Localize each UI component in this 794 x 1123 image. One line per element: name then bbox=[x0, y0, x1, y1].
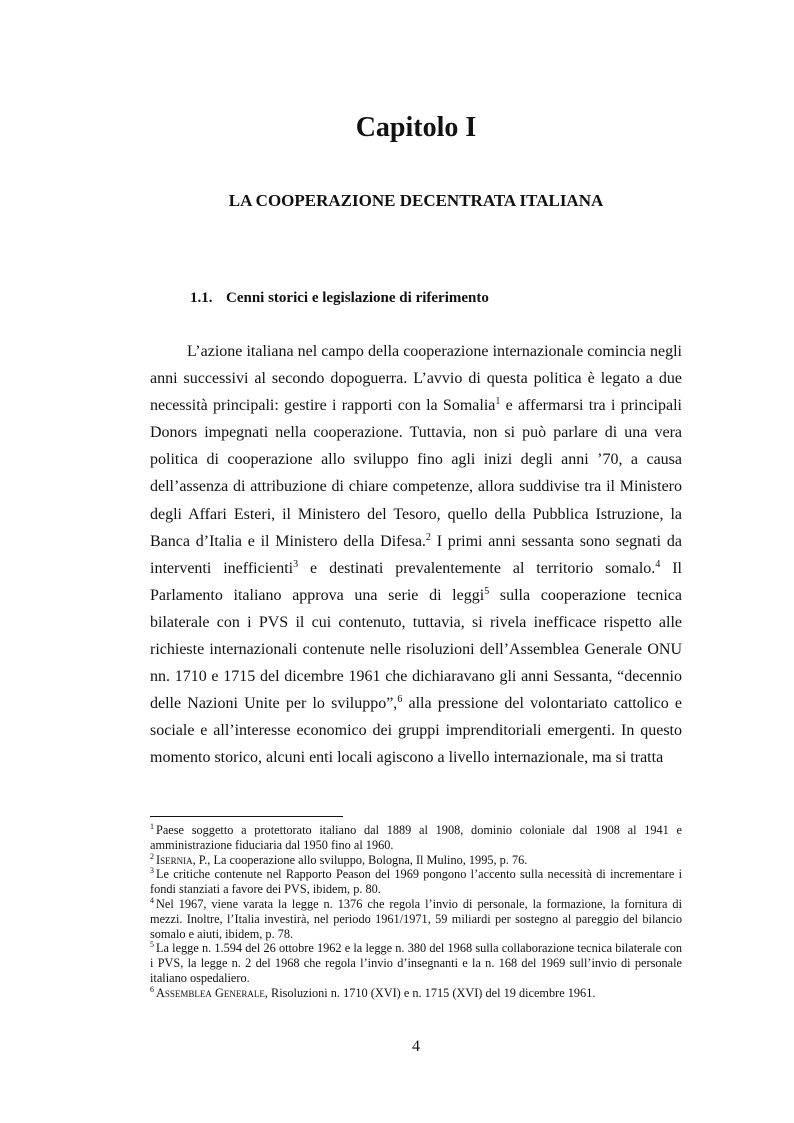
footnote-author: Assemblea Generale bbox=[156, 985, 265, 1000]
footnote-text: Nel 1967, viene varata la legge n. 1376 che regola l’invio di personale, la formazione, la fornitura di mezzi. Inoltre, l’Italia investirà, nel periodo 1961/1971, 59 miliardi per sostegno al pareggio del bilancio somalo e aiuti, ibidem, p. 78. bbox=[150, 896, 682, 941]
footnote-ref: 5 bbox=[484, 585, 490, 597]
footnote-number: 3 bbox=[150, 866, 154, 876]
paragraph-text: e affermarsi tra i principali Donors impegnati nella cooperazione. Tuttavia, non si può parlare di una vera politica di cooperazione allo sviluppo fino agli inizi degli anni ’70, a causa dell’assenza di attribuzione di chiare competenze, allora suddivise tra il Ministero degli Affari Esteri, il Ministero del Tesoro, quello della Pubblica Istruzione, la Banca d’Italia e il Ministero della Difesa. bbox=[150, 397, 682, 550]
paragraph-text: e destinati prevalentemente al territorio somalo. bbox=[298, 559, 656, 577]
footnote-separator bbox=[150, 816, 343, 817]
section-number: 1.1. bbox=[190, 290, 213, 306]
footnote-6 bbox=[150, 986, 682, 1001]
footnote-number: 6 bbox=[150, 984, 154, 994]
paragraph-text: L’azione italiana nel campo della cooperazione internazionale comincia negli anni successivi al secondo dopoguerra. L’avvio di questa politica è legato a due necessità principali: gestire i rapporti con la Somalia bbox=[150, 343, 682, 415]
footnote-author: Isernia bbox=[156, 852, 193, 867]
chapter-title: Capitolo I bbox=[355, 112, 477, 143]
footnotes-list bbox=[150, 823, 682, 1001]
paragraph-text: Il Parlamento italiano approva una serie di leggi bbox=[150, 559, 683, 604]
footnote-ref: 6 bbox=[397, 694, 403, 706]
footnote-text: Le critiche contenute nel Rapporto Peason del 1969 pongono l’accento sulla necessità di incrementare i fondi stanziati a favore dei PVS, ibidem, p. 80. bbox=[150, 867, 682, 897]
footnote-number: 5 bbox=[150, 940, 154, 950]
footnote-ref: 2 bbox=[425, 531, 431, 543]
footnote-4 bbox=[150, 897, 682, 941]
section-heading bbox=[190, 290, 489, 307]
footnote-5 bbox=[150, 941, 682, 985]
footnote-text: , P., La cooperazione allo sviluppo, Bologna, Il Mulino, 1995, p. 76. bbox=[192, 852, 528, 867]
footnote-ref: 4 bbox=[655, 558, 661, 570]
footnote-text: Paese soggetto a protettorato italiano dal 1889 al 1908, dominio coloniale dal 1908 al 1941 e amministrazione fiduciaria dal 1950 fino al 1960. bbox=[150, 823, 682, 852]
footnote-number: 4 bbox=[150, 895, 154, 905]
page-number: 4 bbox=[412, 1038, 420, 1055]
footnote-ref: 3 bbox=[293, 558, 299, 570]
footnote-3 bbox=[150, 867, 682, 897]
chapter-subtitle: LA COOPERAZIONE DECENTRATA ITALIANA bbox=[228, 191, 604, 210]
paragraph-text: alla pressione del volontariato cattolico e sociale e all’interesse economico dei gruppi imprenditoriali emergenti. In questo momento storico, alcuni enti locali agiscono a livello internazionale, ma si tratta bbox=[150, 695, 682, 767]
footnote-text: La legge n. 1.594 del 26 ottobre 1962 e la legge n. 380 del 1968 sulla collaborazione tecnica bilaterale con i PVS, la legge n. 2 del 1968 che regola l’invio d’insegnanti e la n. 168 del 1969 sull’invio di personale italiano ospedaliero. bbox=[150, 941, 682, 985]
footnote-ref: 1 bbox=[495, 396, 501, 408]
footnote-text: , Risoluzioni n. 1710 (XVI) e n. 1715 (XVI) del 19 dicembre 1961. bbox=[264, 985, 596, 1000]
paragraph-text: I primi anni sessanta sono segnati da interventi inefficienti bbox=[150, 532, 682, 577]
footnote-number: 2 bbox=[150, 851, 154, 861]
paragraph-text: sulla cooperazione tecnica bilaterale con i PVS il cui contenuto, tuttavia, si rivela inefficace rispetto alle richieste internazionali contenute nelle risoluzioni dell’Assemblea Generale ONU nn. 1710 e 1715 del dicembre 1961 che dichiaravano gli anni Sessanta, “decennio delle Nazioni Unite per lo sviluppo”, bbox=[150, 586, 683, 713]
body-paragraph bbox=[150, 338, 682, 772]
footnote-1 bbox=[150, 823, 682, 853]
section-title: Cenni storici e legislazione di riferimento bbox=[226, 290, 489, 306]
footnote-2 bbox=[150, 853, 682, 868]
footnote-number: 1 bbox=[150, 822, 154, 831]
